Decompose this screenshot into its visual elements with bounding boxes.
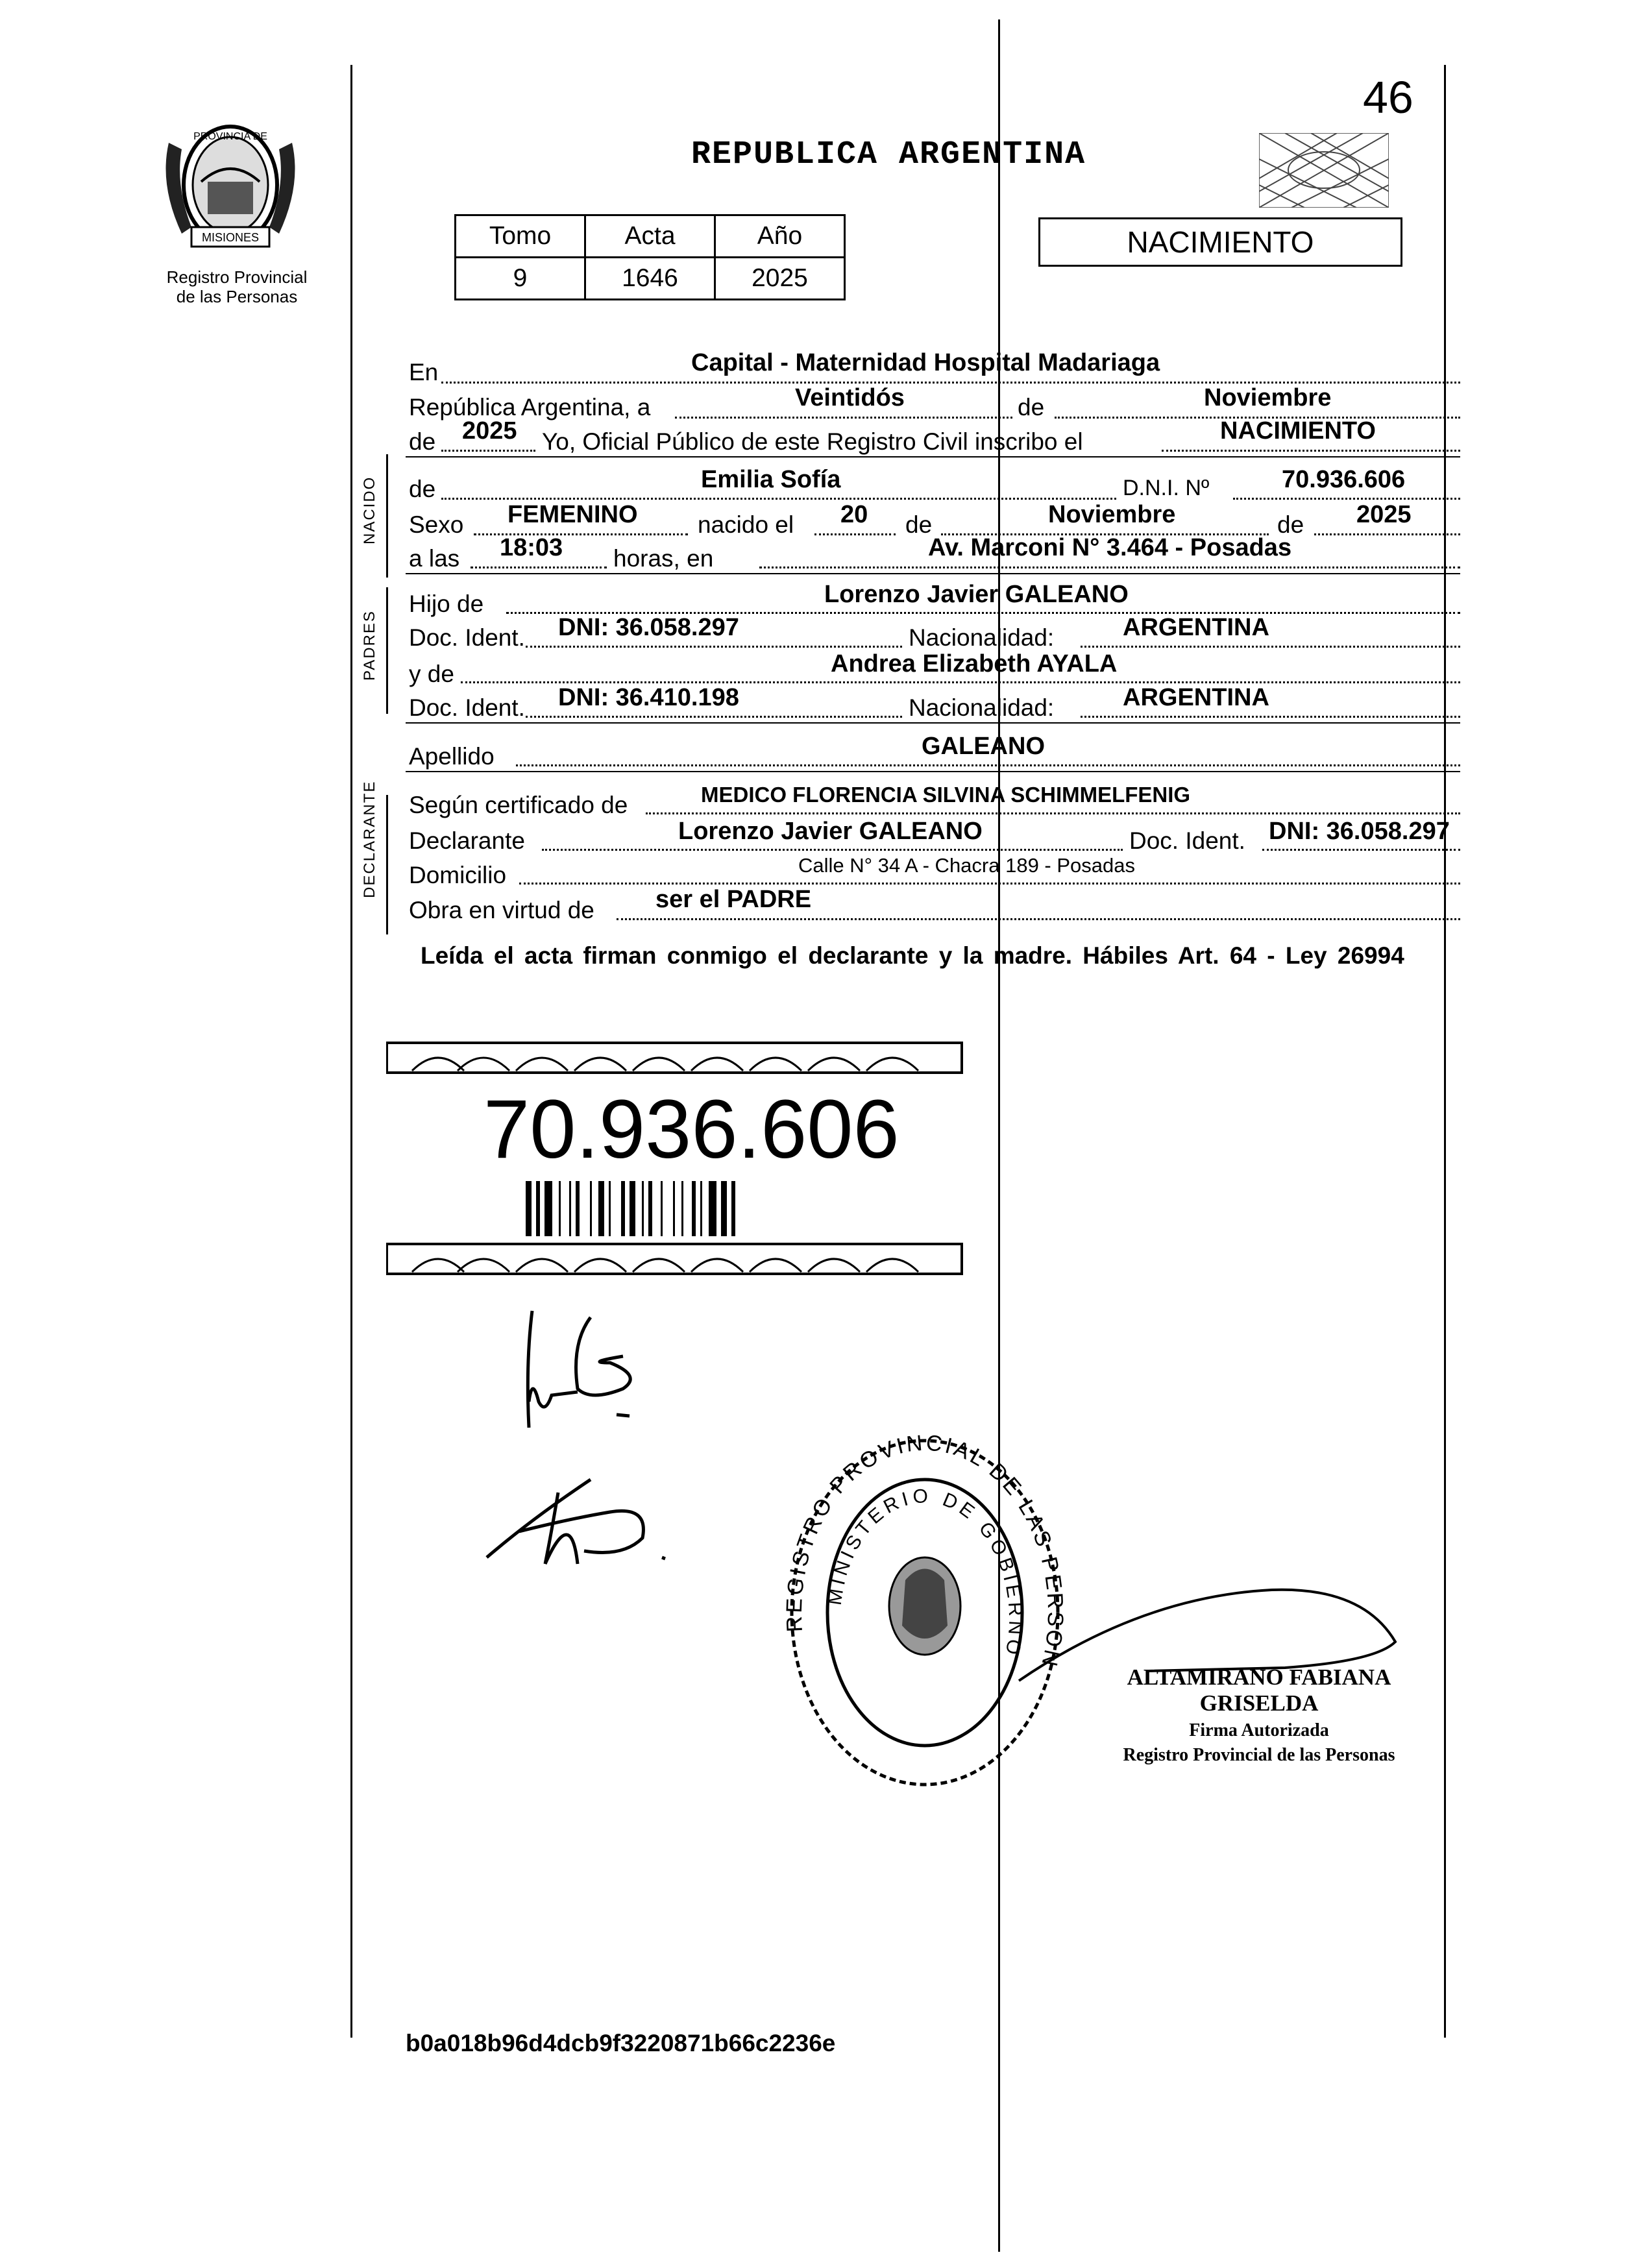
- barcode-bar: [590, 1181, 592, 1236]
- value-declarant-doc: DNI: 36.058.297: [1269, 818, 1450, 845]
- mother-signature: [480, 1467, 675, 1570]
- value-child-dni: 70.936.606: [1282, 466, 1406, 493]
- barcode-bar: [661, 1181, 663, 1236]
- value-year: 2025: [462, 417, 517, 445]
- label-apellido: Apellido: [409, 743, 495, 770]
- record-type-box: [1038, 217, 1402, 267]
- separator-2: [406, 573, 1460, 574]
- signatory-office: Registro Provincial de las Personas: [1123, 1745, 1395, 1765]
- label-domicilio: Domicilio: [409, 862, 507, 888]
- value-father-name: Lorenzo Javier GALEANO: [824, 581, 1129, 608]
- barcode-bar: [569, 1181, 571, 1236]
- table-header-tomo: Tomo: [456, 215, 585, 258]
- value-certificate: MEDICO FLORENCIA SILVINA SCHIMMELFENIG: [701, 783, 1191, 807]
- barcode-bar: [731, 1181, 735, 1236]
- separator-1: [406, 456, 1460, 457]
- dotline-name: [441, 498, 1116, 500]
- tomo-acta-anio-table: [454, 214, 846, 300]
- dotline-nac-madre: [1081, 716, 1460, 718]
- barcode-bar: [536, 1181, 540, 1236]
- label-dni: D.N.I. Nº: [1123, 476, 1210, 500]
- barcode-bar: [721, 1181, 727, 1236]
- value-address: Calle N° 34 A - Chacra 189 - Posadas: [798, 854, 1136, 877]
- value-mother-doc: DNI: 36.410.198: [558, 684, 739, 711]
- value-day-word: Veintidós: [795, 384, 905, 411]
- label-de-birth-year: de: [1277, 511, 1304, 538]
- dotline-en: [441, 382, 1460, 384]
- value-hora: 18:03: [500, 534, 563, 561]
- value-place: Capital - Maternidad Hospital Madariaga: [691, 349, 1160, 376]
- side-label-padres: PADRES: [361, 610, 378, 681]
- document-title: REPUBLICA ARGENTINA: [691, 136, 1086, 173]
- label-de-month: de: [1018, 394, 1045, 421]
- dotline-birth-day: [814, 533, 896, 535]
- label-a-las: a las: [409, 545, 460, 572]
- value-mother-nationality: ARGENTINA: [1123, 684, 1269, 711]
- svg-text:MINISTERIO DE GOBIERNO: MINISTERIO DE GOBIERNO: [824, 1485, 1027, 1661]
- label-en: En: [409, 359, 439, 385]
- barcode-bar: [681, 1181, 683, 1236]
- dotline-doc-madre: [526, 716, 902, 718]
- dotline-dni: [1233, 498, 1460, 500]
- dotline-act-kind: [1162, 450, 1460, 452]
- dotline-doc-padre: [526, 646, 902, 648]
- dotline-birth-year: [1314, 533, 1460, 535]
- value-act-kind: NACIMIENTO: [1220, 417, 1376, 445]
- label-nacido-el: nacido el: [698, 511, 794, 538]
- label-doc-madre: Doc. Ident.: [409, 694, 525, 721]
- label-nac-padre: Nacionalidad:: [909, 624, 1055, 651]
- label-hijo-de: Hijo de: [409, 591, 484, 617]
- dotline-domicilio: [519, 883, 1460, 884]
- barcode-bar: [709, 1181, 716, 1236]
- dotline-doc-declarante: [1262, 849, 1460, 851]
- label-de-name: de: [409, 476, 436, 502]
- side-bracket-declarante: [386, 795, 388, 934]
- page-number: 46: [1363, 72, 1413, 123]
- separator-3: [406, 722, 1460, 724]
- dotline-obra: [617, 918, 1460, 920]
- value-child-name: Emilia Sofía: [701, 466, 841, 493]
- label-de-year: de: [409, 428, 436, 455]
- record-type: NACIMIENTO: [1127, 225, 1314, 259]
- label-doc-declarante: Doc. Ident.: [1129, 827, 1245, 854]
- label-oficial: Yo, Oficial Público de este Registro Civil inscribo el: [542, 428, 1083, 455]
- value-sexo: FEMENINO: [508, 501, 638, 528]
- barcode-bar: [621, 1181, 625, 1236]
- barcode-bar: [559, 1181, 561, 1236]
- label-doc-padre: Doc. Ident.: [409, 624, 525, 651]
- value-mother-name: Andrea Elizabeth AYALA: [831, 650, 1118, 677]
- label-de-birth-month: de: [905, 511, 933, 538]
- barcode-bar: [544, 1181, 552, 1236]
- table-value-acta: 1646: [585, 258, 715, 300]
- barcode-bar: [598, 1181, 604, 1236]
- dotline-year: [441, 450, 535, 452]
- table-header-acta: Acta: [585, 215, 715, 258]
- barcode-bar: [630, 1181, 635, 1236]
- security-hologram: [1259, 133, 1389, 208]
- value-father-nationality: ARGENTINA: [1123, 614, 1269, 641]
- value-birth-place: Av. Marconi N° 3.464 - Posadas: [928, 534, 1292, 561]
- svg-text:REGISTRO PROVINCIAL DE LAS PER: REGISTRO PROVINCIAL DE LAS PERSON: [782, 1431, 1068, 1671]
- dotline-lugar: [759, 567, 1460, 568]
- table-value-tomo: 9: [456, 258, 585, 300]
- emblem-caption: Registro Provincial de las Personas: [166, 267, 308, 306]
- dotline-declarante: [542, 849, 1123, 851]
- value-birth-month: Noviembre: [1048, 501, 1176, 528]
- label-declarante: Declarante: [409, 827, 525, 854]
- label-republica: República Argentina, a: [409, 394, 651, 421]
- dotline-certificado: [646, 812, 1460, 814]
- barcode-label: [386, 1042, 964, 1275]
- closing-text: Leída el acta firman conmigo el declarante y la madre. Hábiles Art. 64 - Ley 26994: [421, 942, 1404, 969]
- value-declarant: Lorenzo Javier GALEANO: [678, 818, 983, 845]
- right-margin-line: [1444, 65, 1446, 2038]
- label-certificado: Según certificado de: [409, 792, 628, 818]
- signature-block: [1077, 1664, 1441, 1766]
- barcode-bar: [642, 1181, 644, 1236]
- label-sexo: Sexo: [409, 511, 464, 538]
- document-hash: b0a018b96d4dcb9f3220871b66c2236e: [406, 2030, 836, 2056]
- svg-text:MISIONES: MISIONES: [201, 231, 260, 244]
- svg-text:PROVINCIA DE: PROVINCIA DE: [193, 131, 267, 142]
- value-father-doc: DNI: 36.058.297: [558, 614, 739, 641]
- barcode-number: 70.936.606: [483, 1083, 899, 1176]
- dotline-apellido: [516, 764, 1460, 766]
- declarant-signature: [493, 1304, 675, 1434]
- label-obra: Obra en virtud de: [409, 897, 594, 923]
- dotline-nac-padre: [1081, 646, 1460, 648]
- barcode-bar: [648, 1181, 652, 1236]
- left-margin-line: [350, 65, 352, 2038]
- signatory-name: ALTAMIRANO FABIANA GRISELDA: [1127, 1664, 1391, 1716]
- barcode-bar: [609, 1181, 611, 1236]
- label-y-de: y de: [409, 661, 454, 687]
- table-value-anio: 2025: [715, 258, 845, 300]
- side-label-nacido: NACIDO: [361, 476, 378, 544]
- dotline-hora: [471, 567, 607, 568]
- dotline-day: [675, 417, 1012, 419]
- value-obra: ser el PADRE: [655, 886, 812, 913]
- dotline-madre: [461, 681, 1460, 683]
- table-header-anio: Año: [715, 215, 845, 258]
- province-emblem: [156, 117, 305, 253]
- signatory-role: Firma Autorizada: [1189, 1720, 1329, 1740]
- value-birth-day: 20: [840, 501, 868, 528]
- side-bracket-padres: [386, 587, 388, 714]
- barcode-bar: [526, 1181, 532, 1236]
- separator-4: [406, 771, 1460, 772]
- value-surname: GALEANO: [922, 733, 1045, 760]
- side-label-declarante: DECLARANTE: [361, 780, 378, 898]
- side-bracket-nacido: [386, 454, 388, 578]
- label-horas-en: horas, en: [613, 545, 714, 572]
- barcode-bar: [692, 1181, 696, 1236]
- label-nac-madre: Nacionalidad:: [909, 694, 1055, 721]
- value-birth-year: 2025: [1356, 501, 1412, 528]
- barcode-bar: [576, 1181, 580, 1236]
- barcode-bar: [673, 1181, 675, 1236]
- barcode-bar: [700, 1181, 702, 1236]
- value-month: Noviembre: [1204, 384, 1332, 411]
